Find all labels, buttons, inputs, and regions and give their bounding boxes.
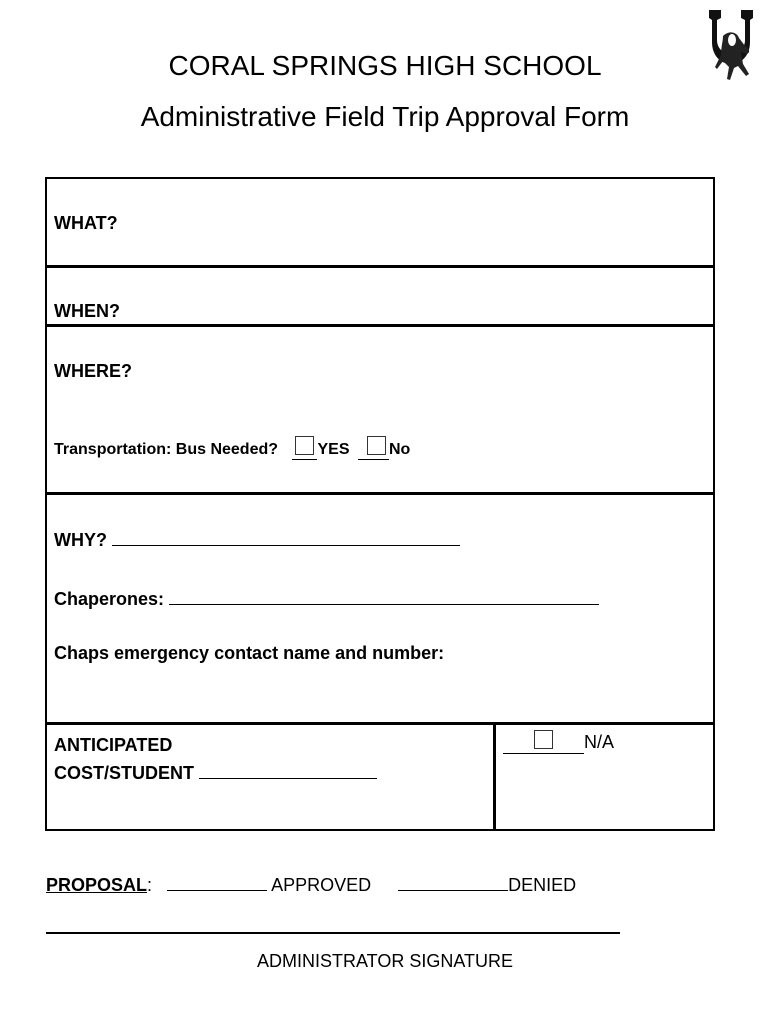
no-label: No <box>388 441 411 458</box>
chaperones-label: Chaperones: <box>54 589 165 609</box>
bus-yes-checkbox[interactable] <box>292 436 317 460</box>
why-label: WHY? <box>54 530 107 550</box>
why-blank[interactable] <box>112 529 460 546</box>
divider <box>45 324 715 327</box>
when-label[interactable]: WHEN? <box>54 301 120 321</box>
yes-label: YES <box>317 441 350 458</box>
cost-label-1: ANTICIPATED <box>54 735 173 755</box>
divider <box>493 722 496 829</box>
proposal-colon: : <box>147 875 153 895</box>
divider <box>45 492 715 495</box>
checkbox-icon <box>367 436 386 455</box>
na-label: N/A <box>584 732 615 752</box>
na-checkbox[interactable] <box>503 730 584 754</box>
denied-blank[interactable] <box>398 874 508 891</box>
what-label[interactable]: WHAT? <box>54 213 118 233</box>
cost-blank[interactable] <box>199 762 377 779</box>
chaperones-row[interactable] <box>54 588 599 610</box>
approved-blank[interactable] <box>167 874 267 891</box>
cost-label-2: COST/STUDENT <box>54 763 195 783</box>
divider <box>45 265 715 268</box>
cost-field[interactable] <box>54 731 377 787</box>
denied-label: DENIED <box>508 875 577 895</box>
where-label[interactable]: WHERE? <box>54 361 132 381</box>
bus-no-checkbox[interactable] <box>358 436 389 460</box>
proposal-label: PROPOSAL <box>46 875 148 895</box>
why-row[interactable] <box>54 529 460 551</box>
checkbox-icon <box>295 436 314 455</box>
chaperones-blank[interactable] <box>169 588 599 605</box>
approved-label: APPROVED <box>271 875 372 895</box>
checkbox-icon <box>534 730 553 749</box>
proposal-row <box>46 874 576 896</box>
signature-line[interactable] <box>46 932 620 934</box>
chaps-contact-label[interactable]: Chaps emergency contact name and number: <box>54 643 445 663</box>
transportation-label: Transportation: Bus Needed? <box>54 441 279 458</box>
signature-label: ADMINISTRATOR SIGNATURE <box>256 951 514 971</box>
transportation-row <box>54 436 410 460</box>
form-title: Administrative Field Trip Approval Form <box>140 101 630 132</box>
na-row[interactable] <box>503 730 614 754</box>
school-name: CORAL SPRINGS HIGH SCHOOL <box>168 50 602 81</box>
divider <box>45 722 715 725</box>
